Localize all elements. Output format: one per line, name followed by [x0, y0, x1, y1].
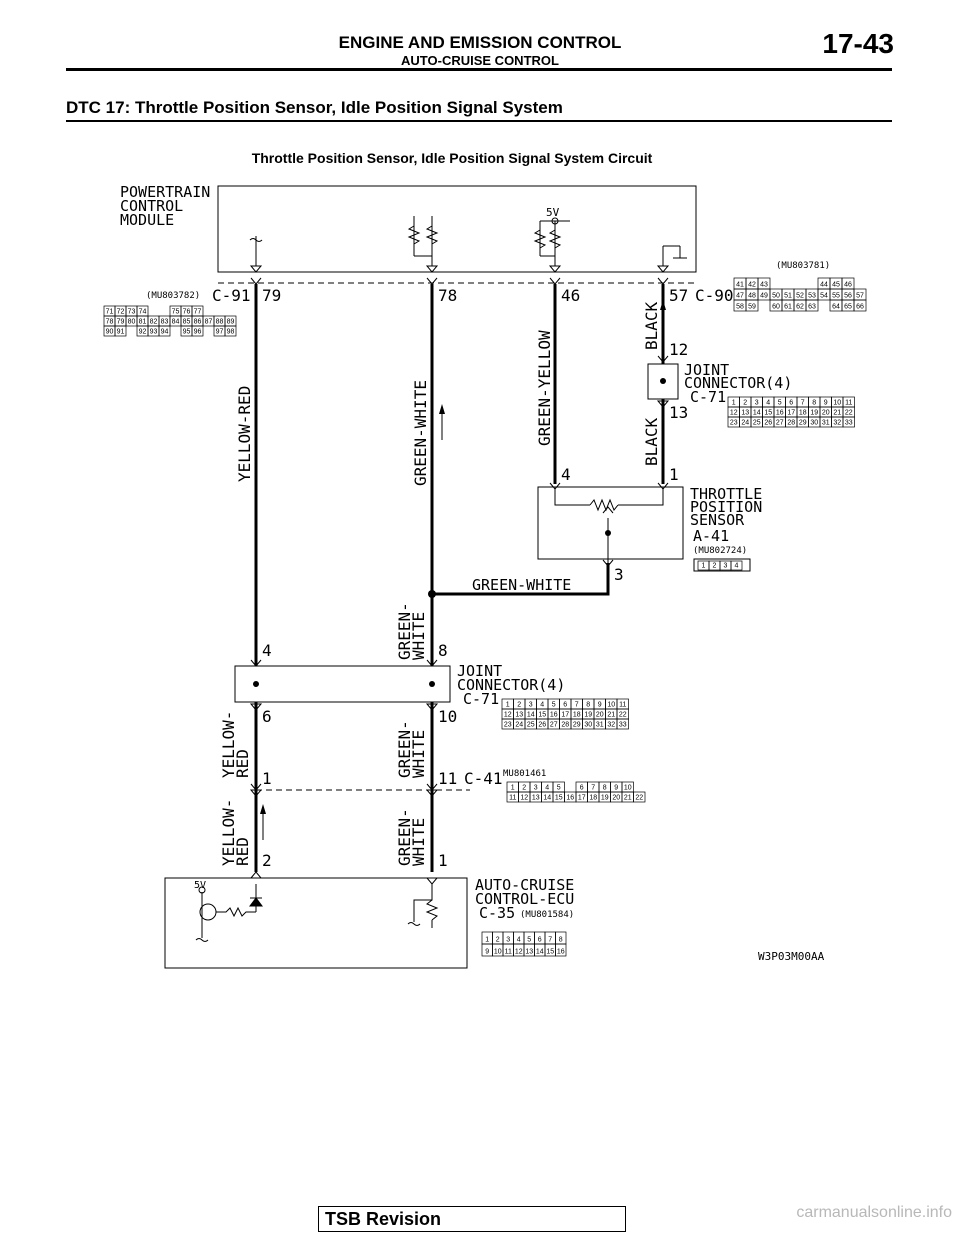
pin-number: 94	[160, 328, 169, 336]
pin-number: 8	[812, 399, 817, 407]
pin-number: 65	[844, 303, 852, 311]
pin-number: 21	[623, 794, 632, 802]
ecu-part: (MU801584)	[520, 910, 575, 920]
pin-number: 10	[833, 399, 842, 407]
pin-number: 6	[789, 399, 794, 407]
pin-number: 25	[526, 721, 535, 729]
tps-part: (MU802724)	[693, 546, 748, 556]
pin-number: 96	[193, 328, 202, 336]
pin-number: 27	[775, 419, 784, 427]
pin-number: 2	[495, 936, 500, 944]
pin-number: 85	[182, 318, 191, 326]
pin-number: 11	[845, 399, 853, 407]
pin-number: 25	[752, 419, 761, 427]
joint-lower-pin-8: 8	[438, 641, 448, 660]
figure-caption: Throttle Position Sensor, Idle Position Signal System Circuit	[251, 150, 653, 166]
pin-number: 89	[226, 318, 235, 326]
pin-number: 26	[538, 721, 547, 729]
pin-number: 18	[589, 794, 598, 802]
pin-number: 22	[618, 711, 627, 719]
pin-number: 15	[764, 409, 773, 417]
pin-number: 62	[796, 303, 804, 311]
pin-number: 2	[712, 562, 717, 570]
pin-number: 82	[149, 318, 158, 326]
joint-upper-name-1: JOINT	[684, 361, 730, 379]
pin-number: 26	[764, 419, 773, 427]
pin-number: 12	[729, 409, 738, 417]
pin-number: 97	[215, 328, 224, 336]
joint-lower-box	[235, 666, 450, 702]
wire-yellow-split-b2: RED	[233, 749, 252, 778]
pin-number: 4	[516, 936, 521, 944]
pin-number: 8	[586, 701, 591, 709]
pin-number: 2	[522, 784, 527, 792]
pin-number: 90	[105, 328, 114, 336]
pin-number: 19	[810, 409, 819, 417]
pin-number: 16	[549, 711, 558, 719]
pin-number: 4	[545, 784, 550, 792]
pin-number: 63	[808, 303, 816, 311]
pcm-connector-left: C-91	[212, 286, 251, 305]
pin-number: 6	[537, 936, 542, 944]
pin-number: 1	[701, 562, 706, 570]
joint-upper-connector: C-71	[690, 388, 727, 406]
joint-upper-pin-12: 12	[669, 340, 689, 359]
joint-upper-name-2: CONNECTOR(4)	[684, 374, 793, 392]
tps-pin-4: 4	[561, 465, 571, 484]
pin-number: 44	[820, 281, 828, 289]
intermediate-part: MU801461	[503, 769, 547, 779]
pin-number: 54	[820, 292, 828, 300]
pin-number: 10	[623, 784, 632, 792]
pin-number: 53	[808, 292, 816, 300]
wire-green-split-b2: WHITE	[409, 729, 428, 778]
joint-lower-pin-4: 4	[262, 641, 272, 660]
wire-black-upper: BLACK	[642, 301, 661, 350]
watermark: carmanualsonline.info	[796, 1204, 952, 1221]
pin-number: 66	[856, 303, 864, 311]
pin-number: 10	[493, 948, 502, 956]
joint-lower-pin-6: 6	[262, 707, 272, 726]
intermediate-pin-11: 11	[438, 769, 458, 788]
pin-number: 13	[525, 948, 534, 956]
wire-green-split-a2: WHITE	[409, 611, 428, 660]
pin-number: 86	[193, 318, 202, 326]
pin-number: 77	[193, 308, 202, 316]
intermediate-pin-1: 1	[262, 769, 272, 788]
wire-green-split-b1: GREEN-	[395, 720, 414, 778]
pin-number: 50	[772, 292, 780, 300]
pin-number: 6	[563, 701, 568, 709]
joint-lower-name-1: JOINT	[457, 662, 503, 680]
pin-number: 9	[597, 701, 602, 709]
pin-number: 29	[798, 419, 807, 427]
wire-yellow-red: YELLOW-RED	[235, 385, 254, 482]
pcm-part-left: (MU803782)	[146, 291, 201, 301]
pcm-pin-78: 78	[438, 286, 458, 305]
tps-pin-1: 1	[669, 465, 679, 484]
tps-connector-pins	[698, 561, 742, 570]
pin-number: 19	[584, 711, 593, 719]
intermediate-connector: C-41	[464, 769, 503, 788]
pin-number: 81	[138, 318, 147, 326]
pin-number: 17	[787, 409, 796, 417]
pin-number: 7	[574, 701, 579, 709]
pin-number: 17	[561, 711, 570, 719]
pin-number: 13	[741, 409, 750, 417]
pin-number: 28	[561, 721, 570, 729]
pin-number: 48	[748, 292, 756, 300]
pin-number: 73	[127, 308, 136, 316]
pin-number: 12	[520, 794, 529, 802]
pin-number: 12	[503, 711, 512, 719]
pin-number: 95	[182, 328, 191, 336]
wire-green-white-horizontal: GREEN-WHITE	[472, 576, 572, 594]
pin-number: 5	[527, 936, 532, 944]
pin-number: 30	[810, 419, 819, 427]
pin-number: 57	[856, 292, 864, 300]
pin-number: 20	[612, 794, 621, 802]
pin-number: 88	[215, 318, 224, 326]
pin-number: 2	[517, 701, 522, 709]
pin-number: 43	[760, 281, 768, 289]
pin-number: 9	[823, 399, 828, 407]
pin-number: 8	[602, 784, 607, 792]
page-number: 17-43	[822, 28, 894, 59]
pin-number: 78	[105, 318, 114, 326]
pin-number: 15	[546, 948, 555, 956]
pin-number: 14	[526, 711, 535, 719]
pin-number: 11	[509, 794, 517, 802]
pcm-name-2: CONTROL	[120, 197, 184, 215]
pin-number: 24	[741, 419, 750, 427]
pin-number: 3	[533, 784, 538, 792]
pin-number: 3	[506, 936, 511, 944]
pin-number: 7	[548, 936, 553, 944]
pin-number: 4	[766, 399, 771, 407]
pin-number: 1	[505, 701, 510, 709]
pin-number: 80	[127, 318, 136, 326]
pin-number: 14	[535, 948, 544, 956]
pin-number: 60	[772, 303, 780, 311]
pin-number: 52	[796, 292, 804, 300]
pin-number: 32	[607, 721, 616, 729]
pin-number: 49	[760, 292, 768, 300]
pin-number: 1	[731, 399, 736, 407]
pin-number: 92	[138, 328, 147, 336]
pcm-supply: 5V	[546, 206, 560, 219]
ecu-box	[165, 878, 467, 968]
pin-number: 8	[558, 936, 563, 944]
pin-number: 91	[116, 328, 125, 336]
pin-number: 21	[833, 409, 842, 417]
pin-number: 30	[584, 721, 593, 729]
pin-number: 41	[736, 281, 744, 289]
figure-code: W3P03M00AA	[758, 950, 825, 963]
pin-number: 16	[566, 794, 575, 802]
pin-number: 7	[800, 399, 805, 407]
pin-number: 18	[798, 409, 807, 417]
pin-number: 9	[485, 948, 490, 956]
pcm-box	[218, 186, 696, 272]
pin-number: 75	[171, 308, 180, 316]
pin-number: 10	[607, 701, 616, 709]
ecu-name-2: CONTROL-ECU	[475, 890, 575, 908]
pin-number: 11	[504, 948, 512, 956]
ecu-connector-face	[482, 932, 566, 956]
pin-number: 28	[787, 419, 796, 427]
pin-number: 5	[556, 784, 561, 792]
pin-number: 2	[743, 399, 748, 407]
tps-name-1: THROTTLE	[690, 485, 763, 503]
wire-green-split-c2: WHITE	[409, 817, 428, 866]
pin-number: 3	[528, 701, 533, 709]
header-section: ENGINE AND EMISSION CONTROL	[338, 33, 622, 52]
joint-lower-pin-10: 10	[438, 707, 458, 726]
pin-number: 47	[736, 292, 744, 300]
pin-number: 29	[572, 721, 581, 729]
pcm-part-right: (MU803781)	[776, 261, 831, 271]
pin-number: 18	[572, 711, 581, 719]
pcm-pin-57: 57	[669, 286, 689, 305]
wire-green-split-a1: GREEN-	[395, 602, 414, 660]
pin-number: 55	[832, 292, 840, 300]
pin-number: 33	[618, 721, 627, 729]
ecu-name-1: AUTO-CRUISE	[475, 876, 575, 894]
pin-number: 13	[531, 794, 540, 802]
joint-upper-pin-13: 13	[669, 403, 689, 422]
pin-number: 1	[510, 784, 515, 792]
pin-number: 71	[105, 308, 114, 316]
pin-number: 84	[171, 318, 180, 326]
pin-number: 64	[832, 303, 840, 311]
pin-number: 5	[551, 701, 556, 709]
pin-number: 12	[514, 948, 523, 956]
pin-number: 33	[844, 419, 853, 427]
pin-number: 72	[116, 308, 125, 316]
tps-pin-3: 3	[614, 565, 624, 584]
joint-lower-connector: C-71	[463, 690, 500, 708]
joint-lower-name-2: CONNECTOR(4)	[457, 676, 566, 694]
tps-name-3: SENSOR	[690, 511, 745, 529]
wire-green-yellow: GREEN-YELLOW	[535, 330, 554, 446]
pin-number: 61	[784, 303, 792, 311]
pcm-left-connector-face	[104, 306, 236, 336]
page-title: DTC 17: Throttle Position Sensor, Idle Position Signal System	[66, 98, 563, 117]
pin-number: 14	[752, 409, 761, 417]
pin-number: 4	[734, 562, 739, 570]
pin-number: 27	[549, 721, 558, 729]
pin-number: 22	[635, 794, 644, 802]
pin-number: 32	[833, 419, 842, 427]
pin-number: 15	[554, 794, 563, 802]
pin-number: 23	[729, 419, 738, 427]
pcm-name-3: MODULE	[120, 211, 175, 229]
pin-number: 14	[543, 794, 552, 802]
pin-number: 83	[160, 318, 169, 326]
pin-number: 16	[556, 948, 565, 956]
pcm-pin-79: 79	[262, 286, 282, 305]
pin-number: 5	[777, 399, 782, 407]
pin-number: 22	[844, 409, 853, 417]
pin-number: 3	[754, 399, 759, 407]
pin-number: 3	[723, 562, 728, 570]
ecu-pin-2: 2	[262, 851, 272, 870]
tps-box	[538, 487, 683, 559]
pin-number: 16	[775, 409, 784, 417]
pin-number: 46	[844, 281, 852, 289]
pin-number: 21	[607, 711, 616, 719]
pin-number: 76	[182, 308, 191, 316]
tps-connector: A-41	[693, 527, 730, 545]
header-subsection: AUTO-CRUISE CONTROL	[401, 53, 559, 68]
pin-number: 59	[748, 303, 756, 311]
intermediate-connector-face	[507, 782, 645, 802]
pin-number: 31	[595, 721, 604, 729]
pin-number: 20	[595, 711, 604, 719]
wire-yellow-split-c2: RED	[233, 837, 252, 866]
pin-number: 51	[784, 292, 792, 300]
pin-number: 7	[591, 784, 596, 792]
pcm-pin-46: 46	[561, 286, 581, 305]
pin-number: 23	[503, 721, 512, 729]
pin-number: 31	[821, 419, 830, 427]
wire-green-white: GREEN-WHITE	[411, 380, 430, 486]
wire-black-lower: BLACK	[642, 417, 661, 466]
pcm-connector-right: C-90	[695, 286, 734, 305]
pin-number: 4	[540, 701, 545, 709]
pin-number: 74	[138, 308, 147, 316]
pin-number: 58	[736, 303, 744, 311]
joint-lower-connector-face	[502, 699, 629, 729]
pin-number: 98	[226, 328, 235, 336]
pin-number: 79	[116, 318, 125, 326]
pin-number: 9	[614, 784, 619, 792]
wire-green-split-c1: GREEN-	[395, 808, 414, 866]
pin-number: 24	[515, 721, 524, 729]
pin-number: 1	[485, 936, 490, 944]
tps-name-2: POSITION	[690, 498, 763, 516]
pcm-right-connector-face	[734, 278, 866, 311]
pin-number: 15	[538, 711, 547, 719]
pin-number: 87	[204, 318, 213, 326]
wire-yellow-split-b1: YELLOW-	[219, 710, 238, 778]
wire-yellow-split-c1: YELLOW-	[219, 798, 238, 866]
pin-number: 45	[832, 281, 840, 289]
pin-number: 56	[844, 292, 852, 300]
pin-number: 13	[515, 711, 524, 719]
joint-upper-connector-face	[728, 397, 855, 427]
pcm-name-1: POWERTRAIN	[120, 183, 211, 201]
pin-number: 42	[748, 281, 756, 289]
pin-number: 20	[821, 409, 830, 417]
pin-number: 11	[619, 701, 627, 709]
ecu-pin-1: 1	[438, 851, 448, 870]
tsb-revision-box: TSB Revision	[318, 1206, 626, 1232]
pin-number: 93	[149, 328, 158, 336]
pin-number: 17	[577, 794, 586, 802]
ecu-connector: C-35	[479, 904, 516, 922]
pin-number: 6	[579, 784, 584, 792]
ecu-supply: 5V	[194, 880, 207, 891]
pin-number: 19	[600, 794, 609, 802]
